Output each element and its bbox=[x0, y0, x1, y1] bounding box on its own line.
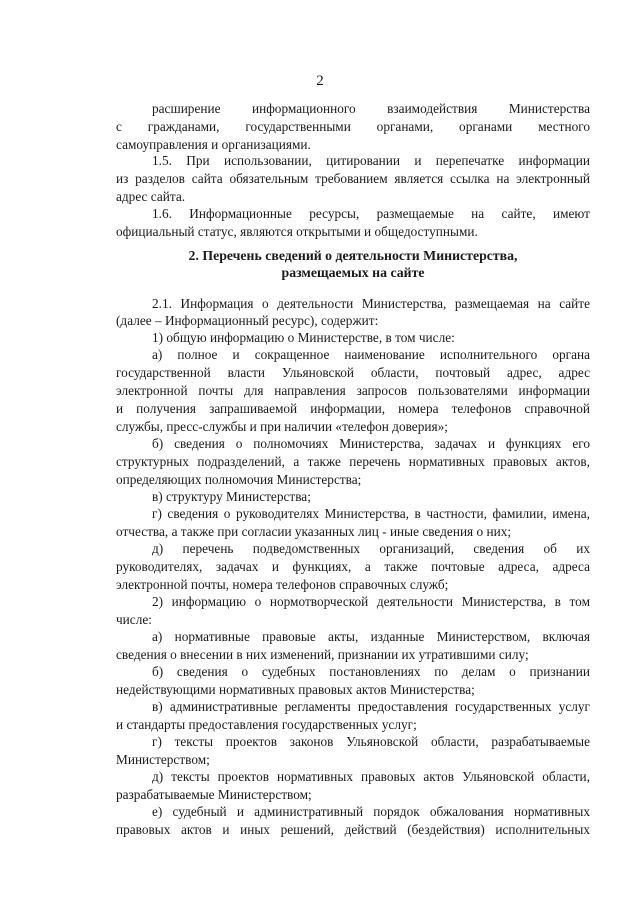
text-line: сведения о внесении в них изменений, признании их утратившими силу; bbox=[116, 647, 529, 662]
text-line: в) структуру Министерства; bbox=[152, 489, 311, 504]
text-line: правовых актов и иных решений, действий (бездействия) исполнительных bbox=[116, 822, 590, 837]
text-line: д) тексты проектов нормативных правовых актов Ульяновской области, bbox=[152, 769, 590, 784]
text-line: электронной почты для направления запросов пользователями информации bbox=[116, 383, 590, 398]
section-heading-line-2: размещаемых на сайте bbox=[281, 265, 425, 280]
text-line: а) полное и сокращенное наименование исполнительного органа bbox=[152, 347, 590, 362]
text-line: структурных подразделений, а также перечень нормативных правовых актов, bbox=[116, 454, 590, 469]
text-line: 1.5. При использовании, цитировании и перепечатке информации bbox=[152, 153, 590, 168]
text-line: официальный статус, являются открытыми и общедоступными. bbox=[116, 224, 478, 239]
text-line: (далее – Информационный ресурс), содержит: bbox=[116, 313, 379, 328]
text-line: числе: bbox=[116, 612, 152, 627]
text-line: г) тексты проектов законов Ульяновской области, разрабатываемые bbox=[152, 734, 590, 749]
text-line: г) сведения о руководителях Министерства, в частности, фамилии, имена, bbox=[152, 506, 590, 521]
text-line: 2) информацию о нормотворческой деятельности Министерства, в том bbox=[152, 594, 590, 609]
text-line: Министерством; bbox=[116, 752, 210, 767]
text-line: 2.1. Информация о деятельности Министерства, размещаемая на сайте bbox=[152, 296, 590, 311]
text-line: а) нормативные правовые акты, изданные Министерством, включая bbox=[152, 629, 590, 644]
text-line: расширение информационного взаимодействия Министерства bbox=[152, 101, 590, 116]
text-line: б) сведения о полномочиях Министерства, задачах и функциях его bbox=[152, 436, 590, 451]
text-line: 1.6. Информационные ресурсы, размещаемые на сайте, имеют bbox=[152, 206, 590, 221]
text-line: адрес сайта. bbox=[116, 189, 186, 204]
text-line: б) сведения о судебных постановлениях по делам о признании bbox=[152, 664, 590, 679]
text-line: и получения запрашиваемой информации, номера телефонов справочной bbox=[116, 401, 590, 416]
text-line: электронной почты, номера телефонов справочных служб; bbox=[116, 577, 449, 592]
text-line: определяющих полномочия Министерства; bbox=[116, 472, 362, 487]
text-line: руководителях, задачах и функциях, а также почтовые адреса, адреса bbox=[116, 559, 590, 574]
text-line: и стандарты предоставления государственных услуг; bbox=[116, 717, 417, 732]
text-line: разрабатываемые Министерством; bbox=[116, 787, 312, 802]
text-line: е) судебный и административный порядок обжалования нормативных bbox=[152, 804, 590, 819]
text-line: недействующими нормативных правовых актов Министерства; bbox=[116, 682, 475, 697]
text-line: с гражданами, государственными органами, органами местного bbox=[116, 119, 590, 134]
text-line: самоуправления и организациями. bbox=[116, 137, 311, 152]
text-line: отчества, а также при согласии указанных лиц - иные сведения о них; bbox=[116, 524, 512, 539]
text-line: в) административные регламенты предоставления государственных услуг bbox=[152, 699, 590, 714]
section-heading-line-1: 2. Перечень сведений о деятельности Министерства, bbox=[188, 248, 518, 263]
text-line: 1) общую информацию о Министерстве, в том числе: bbox=[152, 330, 455, 345]
text-line: государственной власти Ульяновской области, почтовый адрес, адрес bbox=[116, 365, 590, 380]
text-line: из разделов сайта обязательным требованием является ссылка на электронный bbox=[116, 171, 590, 186]
page-number: 2 bbox=[316, 73, 324, 89]
text-line: д) перечень подведомственных организаций, сведения об их bbox=[152, 541, 590, 556]
text-line: службы, пресс-службы и при наличии «телефон доверия»; bbox=[116, 419, 448, 434]
